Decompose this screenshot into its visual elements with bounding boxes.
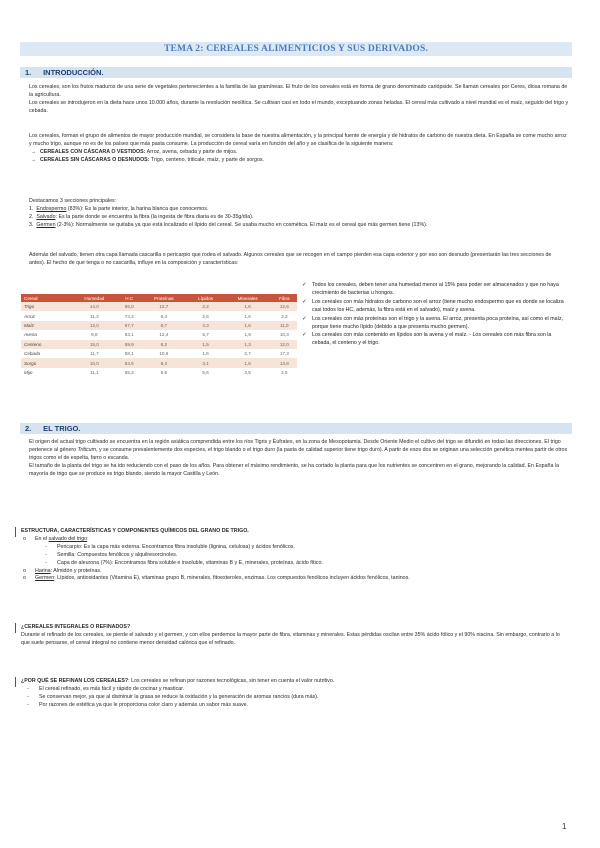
table-cell-cereal: Sorgo [21,358,70,367]
table-row [21,340,297,349]
refine-item-text-2: Se conservan mejor, ya que al disminuir la grasa se reduce la oxidación y la generación de aromas rancios (dura más). [39,693,319,700]
table-cell: 17,3 [272,349,297,358]
bullet-o: o [23,567,26,574]
table-cell-cereal: Mijo [21,368,70,377]
table-cell-cereal: Maíz [21,321,70,330]
classification-text-2: Trigo, centeno, triticale, maíz, y parte de sorgos. [150,156,265,163]
table-row [21,358,297,367]
table-cell: 2,2 [188,302,224,311]
integral-heading: ¿CEREALES INTEGRALES O REFINADOS? [21,624,131,630]
margin-line [15,677,16,687]
table-cell: 2,5 [272,368,297,377]
integral-paragraph: Durante el refinado de los cereales, se pierde el salvado y el germen, y con ellos perdemos la mayor parte de fibra, vitaminas y minerales. Estas pérdidas oscilan entre 35% ácido fólico y el 90% niacina. Sin embargo, contrario a lo que suele pensarse, el cereal integral no contiene menor densidad calórica que el refinado. [21,631,560,646]
structure-item-salvado [21,536,569,544]
table-cell: 1,6 [223,302,271,311]
grain-section-label-1: Endospermo [36,205,67,212]
bullet-o: o [23,535,26,542]
husk-paragraph: Además del salvado, tienen otra capa llamada cascarilla o pericarpio que rodea el salvado. Algunos cereales que se recogen en el campo pierden esa capa exterior y por eso son desnudo (presentarán las tres secciones de antes). El hecho de que tenga o no cascarilla, influye en la composición y características: [29,252,552,266]
dash-mark: - [45,559,47,566]
grain-section-item-1 [29,206,569,214]
salvado-sub-text-3: Capa de aleurona (7%): Encontramos fibra soluble e insoluble, vitaminas B y E, minerales, proteínas, ácido fítico. [57,559,323,566]
observations-list [302,282,570,349]
table-cell: 5,5 [140,368,188,377]
dash-mark: - [45,551,47,558]
refine-item-text-1: El cereal refinado, es más fácil y rápido de cocinar y masticar. [39,685,185,692]
refine-block [21,678,569,710]
table-cell: 12,4 [140,330,188,339]
table-header: Lípidos [188,294,224,302]
table-row [21,349,297,358]
table-cell: 2,7 [223,349,271,358]
refine-item-1 [21,686,569,694]
observation-text: Los cereales con más proteínas son el trigo y la avena. El arroz, presenta poca proteína, así como el maíz, porque tiene mucho lípido (debido a que presenta mucho germen). [312,315,564,330]
table-cell: 8,2 [140,340,188,349]
grain-sections-block [29,198,569,230]
table-header: Proteínas [140,294,188,302]
structure-heading: ESTRUCTURA, CARACTERÍSTICAS Y COMPONENTES QUÍMICOS DEL GRANO DE TRIGO. [21,528,249,534]
table-cell: 11,1 [70,368,118,377]
margin-line [15,623,16,633]
grain-section-label-3: Germen [36,221,56,228]
structure-item-harina [21,568,569,576]
table-cell: 3,1 [188,358,224,367]
salvado-suffix: : [87,535,89,542]
wheat-paragraph-2: El tamaño de la planta del trigo se ha ido reduciendo con el paso de los años. Para obtener el máximo rendimiento, se ha cortado la planta para que los nutrientes se concentren en el grano, mejorando la calidad. En España la mayoría de trigo que se produce es trigo blando, siendo la mayor Castilla y León. [29,462,560,477]
table-cell: 63,1 [118,330,140,339]
husk-paragraph-block [29,252,569,268]
table-header: Fibra [272,294,297,302]
table-header: H.C [118,294,140,302]
table-cell: 5,7 [188,330,224,339]
table-header: Cereal [21,294,70,302]
table-row [21,311,297,320]
integral-block [21,624,569,648]
classification-label-1: CEREALES CON CÁSCARA O VESTIDOS: [40,148,146,155]
structure-item-germen [21,575,569,583]
table-cell: 12,0 [272,340,297,349]
table-cell: 1,6 [188,349,224,358]
classification-item-2 [29,157,569,165]
table-cell: 6,4 [140,311,188,320]
section-1-number: 1. [25,68,32,77]
wheat-paragraph-1 [29,439,569,463]
observation-item [302,282,570,298]
structure-block [21,528,569,583]
table-header-row [21,294,297,302]
table-cell: 5,6 [188,368,224,377]
observation-text: Todos los cereales, deben tener una humedad menor al 15% para poder ser almacenados y que no haya crecimiento de bacterias u hongos. [312,282,559,296]
wheat-genus: Triticum [77,446,97,453]
salvado-sub-item-3 [21,560,569,568]
refine-intro-text: : Los cereales se refinan por razones tecnológicas, sin tener en cuenta el valor nutritivo. [128,678,335,684]
table-cell-cereal: Arroz [21,311,70,320]
dash-mark: - [27,701,29,708]
table-cell: 1,6 [223,311,271,320]
salvado-label: salvado del trigo [48,535,88,542]
checkmark-icon: ✓ [302,282,307,288]
table-cell: 8,3 [140,358,188,367]
table-cell: 65,3 [118,368,140,377]
table-cell: 3,3 [272,311,297,320]
table-cell: 59,9 [118,340,140,349]
refine-item-2 [21,694,569,702]
wheat-paragraph-1b: , y se consume prevalentemente dos especies, el trigo blando o el trigo duro (la pasta de calidad superior tiene trigo duro). A partir de esos dos se originan una selección genética mentea partir de otros trigos como el de espelta, farro o escanda. [29,446,568,461]
salvado-sub-text-1: Pericarpio: Es la capa más externa. Encontramos fibra insoluble (lignina, celulosa) y ácidos fenólicos. [57,543,295,550]
checkmark-icon: ✓ [302,332,307,339]
table-cell: 1,6 [223,358,271,367]
salvado-sub-text-2: Semilla: Compuestos fenólicos y alquilresorcinoles. [57,551,178,558]
harina-label: Harina [35,567,51,574]
intro-paragraph-3: Los cereales, forman el grupo de alimentos de mayor producción mundial, se considera la base de nuestra alimentación, y la principal fuente de energía y de hidratos de carbono de nuestra dieta. En España se come mucho arroz y mucho trigo, aunque no es de los países que más pasta consume. La producción de cereal varía en función del año y se clasifica de la siguiente manera: [29,133,567,147]
checkmark-icon: ✓ [302,298,307,305]
intro-paragraph-1: Los cereales, son los frutos maduros de una serie de vegetales pertenecientes a la familia de las gramíneas. El fruto de los cereales está en forma de grano denominado cariópside. Se llaman cereales por Ceres, diosa romana de la agricultura. [29,84,568,98]
table-header: Minerales [223,294,271,302]
table-cell: 13,8 [272,358,297,367]
table-cell: 15,0 [70,340,118,349]
table-header: Humedad [70,294,118,302]
observation-text: Los cereales con más hidratos de carbono son el arroz (tiene mucho endospermo que es donde se localiza casi todos los HC, además, la fibra está en el salvado), maíz y avena. [312,298,564,313]
table-cell: 12,0 [70,321,118,330]
table-cell: 14,0 [70,302,118,311]
refine-intro [21,678,569,686]
section-2-header [20,423,572,434]
arrow-icon: → [31,148,37,155]
table-cell: 8,7 [140,321,188,330]
grain-section-text-2: : Es la parte donde se encuentra la fibra (la ingesta de fibra diaria es de 30-35g/día). [55,213,254,220]
table-cell: 10,6 [140,349,188,358]
checkmark-icon: ✓ [302,315,307,322]
item-number: 1. [29,205,34,212]
bullet-o: o [23,575,26,582]
observation-item [302,299,570,315]
observation-item [302,316,570,332]
page-title: TEMA 2: CEREALES ALIMENTICIOS Y SUS DERIVADOS. [20,42,572,56]
table-cell: 12,6 [272,302,297,311]
table-cell: 12,7 [140,302,188,311]
page-number: 1 [562,822,567,831]
table-row [21,321,297,330]
table-cell: 10,3 [272,330,297,339]
table-row [21,330,297,339]
grain-section-text-1: (83%): Es la parte interior, la harina blanca que conocemos. [67,205,209,212]
harina-text: : Almidón y proteínas. [50,567,102,574]
table-cell: 1,6 [223,321,271,330]
wheat-block [29,439,569,479]
cereal-composition-table [21,294,297,377]
table-cell: 63,5 [118,358,140,367]
table-cell-cereal: Trigo [21,302,70,311]
table-row [21,368,297,377]
classification-item-1 [29,149,569,157]
dash-mark: - [45,543,47,550]
dash-mark: - [27,693,29,700]
table-cell-cereal: Cebada [21,349,70,358]
grain-section-text-3: (2-3%): Normalmente se quitaba ya que está localizado el lípido del cereal. Se usaba mucho en cosmética. El maíz es el cereal que más germen tiene (13%). [57,221,428,228]
table-cell: 1,9 [223,330,271,339]
section-1-heading: INTRODUCCIÓN. [43,68,104,77]
dash-mark: - [27,685,29,692]
observation-text: Los cereales con más contenido en lípidos son la avena y el maíz. - Los cereales con más fibra son la cebada, el centeno y el trigo. [312,332,552,347]
wheat-paragraph-1a: El origen del actual trigo cultivado se encuentra en la región asiática comprendida entre los ríos Tigris y Éufrates, en la zona de Mesopotamia. Desde Oriente Medio el cultivo del trigo se difundió en todas las direcciones. El trigo pertenece al género [29,439,561,453]
classification-text-1: Arroz, avena, cebada y parte de mijos. [146,148,238,155]
intro-block [29,84,569,116]
table-cell: 74,3 [118,311,140,320]
table-cell: 66,0 [118,302,140,311]
table-row [21,302,297,311]
grain-sections-intro: Destacamos 3 secciones principales: [29,198,117,204]
salvado-sub-item-1 [21,544,569,552]
grain-section-item-3 [29,222,569,230]
margin-line [15,527,16,537]
table-cell: 67,7 [118,321,140,330]
classification-label-2: CEREALES SIN CÁSCARAS O DESNUDOS: [40,156,150,163]
table-cell: 11,7 [70,349,118,358]
table-cell: 1,3 [223,340,271,349]
section-1-header [20,67,572,78]
table-cell: 11,0 [272,321,297,330]
table-cell: 4,3 [188,321,224,330]
germen-label: Germen [35,575,55,582]
salvado-prefix: En el [35,535,49,542]
table-cell: 3,5 [223,368,271,377]
table-cell-cereal: Centeno [21,340,70,349]
table-cell: 1,5 [188,340,224,349]
table-cell-cereal: Avena [21,330,70,339]
classification-block [29,133,569,165]
table-cell: 10,0 [70,358,118,367]
arrow-icon: → [31,156,37,163]
table-cell: 58,1 [118,349,140,358]
section-2-heading: EL TRIGO. [43,424,81,433]
observation-item [302,332,570,348]
grain-section-label-2: Salvado [36,213,56,220]
refine-item-3 [21,702,569,710]
germen-text: : Lípidos, antioxidantes (Vitamina E), vitaminas grupo B, minerales, fitoesteroles, enzimas. Los compuestos fenólicos incluyen ácidos fenólicos, taninos. [54,575,410,582]
item-number: 2. [29,213,34,220]
table-cell: 11,3 [70,311,118,320]
table-cell: 2,6 [188,311,224,320]
refine-item-text-3: Por razones de estética ya que le proporciona color claro y además un sabor más suave. [39,701,249,708]
item-number: 3. [29,221,34,228]
table-cell: 9,8 [70,330,118,339]
section-2-number: 2. [25,424,32,433]
grain-section-item-2 [29,214,569,222]
salvado-sub-item-2 [21,552,569,560]
intro-paragraph-2: Los cereales se introdujeron en la dieta hace unos 10.000 años, durante la revolución neolítica. Se cultivan casi en todo el mundo, exceptuando zonas heladas. El cereal más cultivado a nivel mundial es el maíz, seguido del trigo y cebada. [29,99,569,114]
refine-heading: ¿POR QUÉ SE REFINAN LOS CEREALES? [21,678,129,684]
